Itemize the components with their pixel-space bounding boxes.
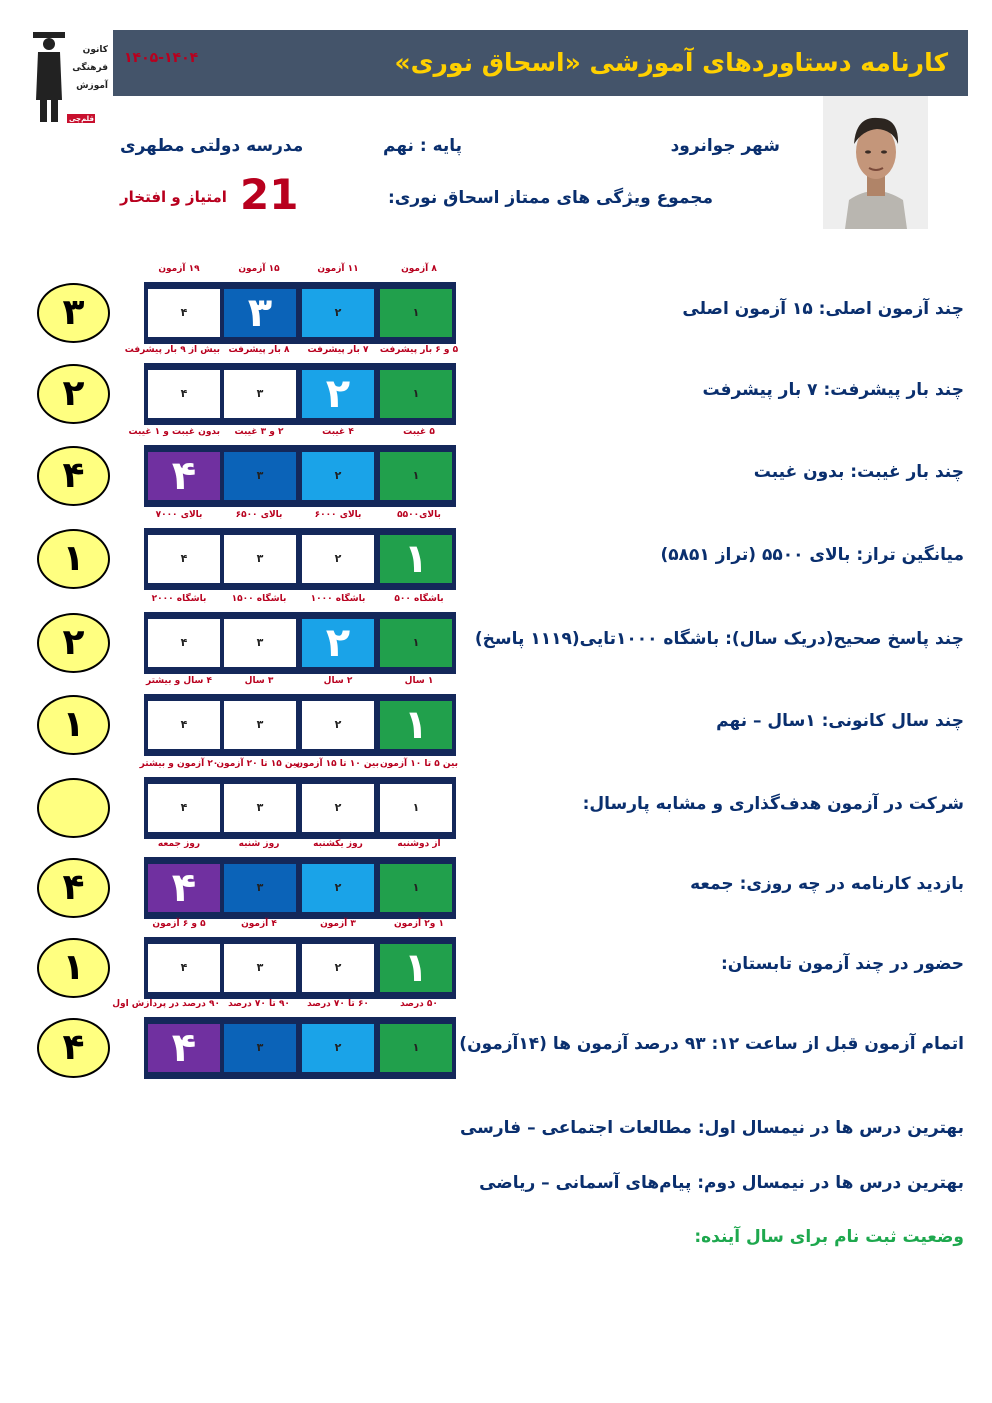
row-score-circle: ۱ [37, 529, 110, 589]
logo-word-3: آموزش [76, 81, 108, 91]
row-question: چند بار پیشرفت: ۷ بار پیشرفت [702, 380, 964, 400]
level-label: روز جمعه [157, 839, 201, 849]
level-cell: ۴ [148, 784, 220, 832]
student-school: مدرسه دولتی مطهری [120, 136, 304, 156]
level-label: بین ۱۰ تا ۱۵ آزمون [295, 759, 379, 769]
achievement-row [0, 919, 992, 1001]
achievement-row [0, 676, 992, 758]
level-label: ۴ آزمون [241, 919, 277, 929]
level-label: ۳ آزمون [320, 919, 356, 929]
level-label: ۹۰ درصد در پردازش اول [112, 999, 220, 1009]
level-label: ۲ سال [323, 676, 353, 686]
level-cell: ۳ [224, 535, 296, 583]
total-score: 21 [240, 170, 299, 219]
level-label: ۱۹ آزمون [158, 264, 200, 274]
level-cell: ۱ [380, 452, 452, 500]
level-label: ۱۱ آزمون [317, 264, 359, 274]
row-question: اتمام آزمون قبل از ساعت ۱۲: ۹۳ درصد آزمون ها (۱۴آزمون) [459, 1034, 964, 1054]
level-cell: ۲ [302, 619, 374, 667]
level-label: ۵ و ۶ بار پیشرفت [379, 345, 459, 355]
level-label: ۳ سال [244, 676, 274, 686]
achievement-row [0, 427, 992, 509]
level-label: بالای ۷۰۰۰ [155, 510, 203, 520]
level-label: بین ۱۵ تا ۲۰ آزمون [216, 759, 300, 769]
level-grid [144, 528, 456, 590]
total-score-caption: امتیاز و افتخار [120, 188, 227, 206]
row-question: شرکت در آزمون هدف‌گذاری و مشابه پارسال: [582, 794, 964, 814]
level-cell: ۳ [224, 289, 296, 337]
level-cell: ۲ [302, 784, 374, 832]
level-grid [144, 777, 456, 839]
row-score-circle: ۴ [37, 858, 110, 918]
row-question: میانگین تراز: بالای ۵۵۰۰ (تراز ۵۸۵۱) [660, 545, 964, 565]
level-label: ۴ سال و بیشتر [145, 676, 213, 686]
row-level-labels [138, 839, 462, 855]
level-label: روز شنبه [238, 839, 280, 849]
row-level-labels [138, 510, 462, 526]
level-cell: ۳ [224, 452, 296, 500]
level-label: ۶۰ تا ۷۰ درصد [307, 999, 369, 1009]
level-cell: ۴ [148, 944, 220, 992]
row-question: چند بار غیبت: بدون غیبت [753, 462, 964, 482]
level-grid [144, 937, 456, 999]
row-question: حضور در چند آزمون تابستان: [720, 954, 964, 974]
row-score-circle: ۳ [37, 283, 110, 343]
level-cell: ۱ [380, 864, 452, 912]
level-label: بین ۵ تا ۱۰ آزمون [379, 759, 459, 769]
level-label: ۷ بار پیشرفت [307, 345, 369, 355]
enrollment-status: وضعیت ثبت نام برای سال آینده: [694, 1227, 964, 1247]
logo-word-2: فرهنگی [72, 63, 108, 73]
level-grid [144, 612, 456, 674]
level-cell: ۲ [302, 944, 374, 992]
row-score-circle [37, 778, 110, 838]
kanoon-logo [30, 30, 110, 125]
level-label: از دوشنبه [397, 839, 441, 849]
level-grid [144, 363, 456, 425]
level-label: بیش از ۹ بار پیشرفت [124, 345, 220, 355]
level-cell: ۱ [380, 535, 452, 583]
level-cell: ۳ [224, 619, 296, 667]
row-score-circle: ۴ [37, 446, 110, 506]
level-cell: ۳ [224, 701, 296, 749]
total-features-label: مجموع ویژگی های ممتاز اسحاق نوری: [388, 188, 714, 208]
achievement-row [0, 999, 992, 1081]
level-cell: ۱ [380, 289, 452, 337]
logo-word-1: کانون [82, 45, 108, 55]
level-cell: ۲ [302, 864, 374, 912]
level-label: ۸ بار پیشرفت [228, 345, 290, 355]
title-bar [113, 30, 968, 96]
level-cell: ۴ [148, 289, 220, 337]
level-cell: ۴ [148, 619, 220, 667]
level-cell: ۲ [302, 370, 374, 418]
level-label: باشگاه ۲۰۰۰ [151, 594, 207, 604]
row-score-circle: ۲ [37, 364, 110, 424]
level-grid [144, 857, 456, 919]
row-question: چند آزمون اصلی: ۱۵ آزمون اصلی [682, 299, 964, 319]
row-level-labels [112, 999, 462, 1015]
achievement-row [0, 345, 992, 427]
level-cell: ۲ [302, 701, 374, 749]
row-question: چند پاسخ صحیح(دریک سال): باشگاه ۱۰۰۰تایی(۱۱۱۹ پاسخ) [474, 629, 964, 649]
achievement-row [0, 839, 992, 921]
level-label: ۲ و ۳ غیبت [234, 427, 284, 437]
best-subjects-second-semester: بهترین درس ها در نیمسال دوم: پیام‌های آسمانی – ریاضی [479, 1173, 964, 1193]
level-label: ۱ و۲ آزمون [393, 919, 445, 929]
level-grid [144, 1017, 456, 1079]
level-label: بالای۵۵۰۰ [397, 510, 441, 520]
level-label: ۲۰ آزمون و بیشتر [139, 759, 219, 769]
level-cell: ۲ [302, 1024, 374, 1072]
level-cell: ۳ [224, 370, 296, 418]
row-level-labels [138, 594, 462, 610]
level-cell: ۴ [148, 370, 220, 418]
level-label: بدون غیبت و ۱ غیبت [128, 427, 220, 437]
level-label: بالای ۶۰۰۰ [314, 510, 362, 520]
level-grid [144, 694, 456, 756]
level-label: باشگاه ۱۰۰۰ [310, 594, 366, 604]
academic-year: ۱۴۰۵-۱۴۰۴ [124, 50, 199, 66]
level-cell: ۲ [302, 452, 374, 500]
row-level-labels [124, 345, 462, 361]
row-score-circle: ۴ [37, 1018, 110, 1078]
level-cell: ۳ [224, 944, 296, 992]
row-question: بازدید کارنامه در چه روزی: جمعه [690, 874, 964, 894]
row-level-labels [138, 676, 462, 692]
level-label: ۵۰ درصد [400, 999, 438, 1009]
level-label: ۸ آزمون [401, 264, 437, 274]
level-label: روز یکشنبه [313, 839, 363, 849]
row-level-labels [138, 919, 462, 935]
row-question: چند سال کانونی: ۱سال – نهم [716, 711, 964, 731]
level-label: بالای ۶۵۰۰ [235, 510, 283, 520]
row-score-circle: ۱ [37, 695, 110, 755]
student-city: شهر جوانرود [670, 136, 780, 156]
level-label: ۴ غیبت [322, 427, 354, 437]
level-label: ۱۵ آزمون [238, 264, 280, 274]
level-cell: ۴ [148, 701, 220, 749]
level-label: ۵ غیبت [403, 427, 435, 437]
level-cell: ۱ [380, 1024, 452, 1072]
level-cell: ۱ [380, 619, 452, 667]
row-score-circle: ۱ [37, 938, 110, 998]
achievement-row [0, 264, 992, 346]
level-cell: ۱ [380, 701, 452, 749]
row-level-labels [138, 759, 462, 775]
student-grade: پایه : نهم [383, 136, 463, 156]
level-cell: ۲ [302, 535, 374, 583]
level-label: ۹۰ تا ۷۰ درصد [228, 999, 290, 1009]
level-cell: ۴ [148, 535, 220, 583]
level-grid [144, 445, 456, 507]
page-title: کارنامه دستاوردهای آموزشی «اسحاق نوری» [394, 48, 948, 77]
row-level-labels [128, 427, 462, 443]
best-subjects-first-semester: بهترین درس ها در نیمسال اول: مطالعات اجتماعی – فارسی [459, 1118, 964, 1138]
level-cell: ۴ [148, 1024, 220, 1072]
level-label: باشگاه ۵۰۰ [394, 594, 444, 604]
level-cell: ۳ [224, 864, 296, 912]
achievement-row [0, 594, 992, 676]
level-cell: ۱ [380, 370, 452, 418]
row-score-circle: ۲ [37, 613, 110, 673]
level-cell: ۱ [380, 784, 452, 832]
achievement-row [0, 510, 992, 592]
level-cell: ۳ [224, 1024, 296, 1072]
level-grid [144, 282, 456, 344]
student-photo [823, 96, 928, 229]
level-cell: ۳ [224, 784, 296, 832]
row-level-labels [138, 264, 462, 280]
level-cell: ۴ [148, 452, 220, 500]
level-cell: ۱ [380, 944, 452, 992]
level-label: باشگاه ۱۵۰۰ [231, 594, 287, 604]
level-cell: ۴ [148, 864, 220, 912]
level-cell: ۲ [302, 289, 374, 337]
level-label: ۱ سال [404, 676, 434, 686]
logo-word-4: قلم‌چی [68, 115, 94, 123]
level-label: ۵ و ۶ آزمون [152, 919, 206, 929]
achievement-row [0, 759, 992, 841]
